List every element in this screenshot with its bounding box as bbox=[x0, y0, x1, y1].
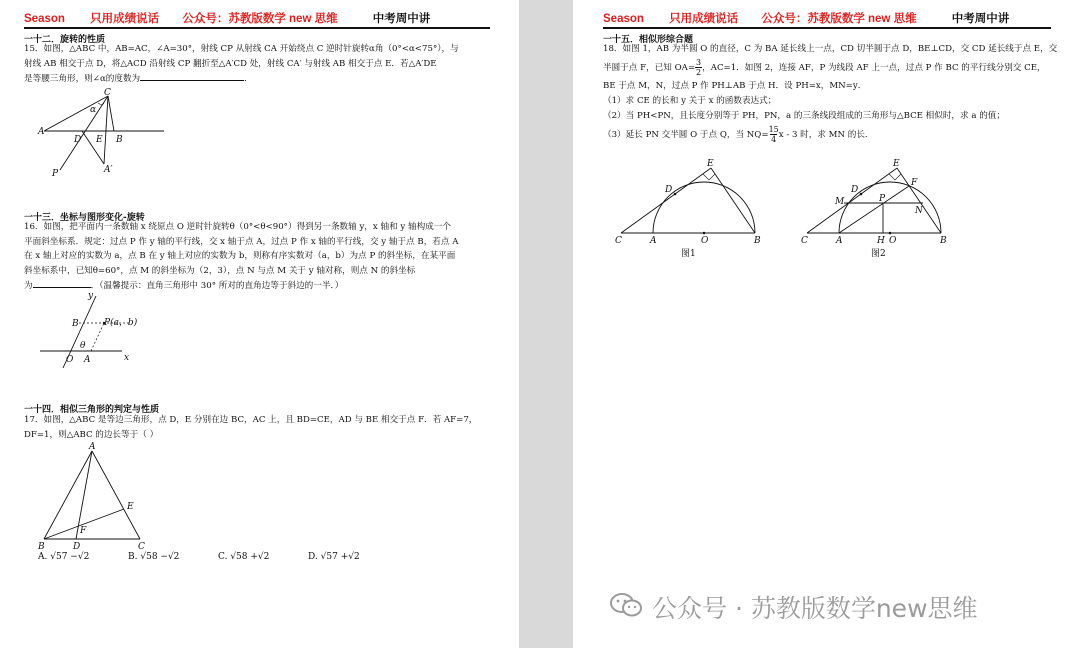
right-page bbox=[573, 0, 1080, 648]
fig16-label-a: A bbox=[84, 355, 91, 365]
problem-18-line-2a: 半圆于点 F，已知 OA= bbox=[603, 63, 696, 73]
header-right bbox=[603, 10, 1009, 26]
problem-17-line-1: 17．如图，△ABC 是等边三角形，点 D，E 分别在边 BC，AC 上，且 BD=CE，AD 与 BE 相交于点 F．若 AF=7， bbox=[24, 415, 478, 425]
header-account-right: 公众号：苏教版数学 new 思维 bbox=[761, 13, 917, 25]
fig16-label-x: x bbox=[124, 353, 130, 363]
fig15-label-d: D bbox=[74, 135, 82, 145]
fig18-2-label-c: C bbox=[801, 236, 808, 246]
problem-16-tail: ．（温馨提示：直角三角形中 30° 所对的直角边等于斜边的一半．） bbox=[90, 281, 344, 291]
fig15-label-c: C bbox=[104, 88, 111, 98]
problem-18-line-3: BE 于点 M，N，过点 P 作 PH⊥AB 于点 H．设 PH=x，MN=y． bbox=[603, 81, 867, 91]
option-d bbox=[308, 552, 360, 562]
fraction-nq-den: 4 bbox=[771, 135, 777, 144]
figure-18-2-caption: 图2 bbox=[871, 249, 886, 259]
option-c-label: C. bbox=[218, 552, 228, 562]
problem-18-text bbox=[603, 42, 1057, 146]
option-c bbox=[218, 552, 269, 562]
problem-15-end: ． bbox=[244, 74, 253, 84]
header-left bbox=[24, 10, 430, 26]
problem-15-line-3: 是等腰三角形，则∠α的度数为 bbox=[24, 74, 141, 84]
fraction-nq bbox=[769, 125, 779, 144]
fig17-label-d: D bbox=[73, 542, 81, 552]
fig16-label-y: y bbox=[88, 291, 94, 301]
fig18-1-label-e: E bbox=[707, 159, 714, 169]
header-slogan: 只用成绩说话 bbox=[90, 13, 160, 25]
problem-18-line-2b: ，AC=1．如图 2，连接 AF，P 为线段 AF 上一点，过点 P 作 BC 的平行线分别交 CE， bbox=[702, 63, 1046, 73]
header-rule bbox=[24, 27, 490, 29]
fig18-2-label-h: H bbox=[877, 236, 885, 246]
figure-17 bbox=[36, 443, 166, 553]
header-series-right: 中考周中讲 bbox=[951, 13, 1010, 25]
figure-18-2 bbox=[801, 158, 961, 258]
problem-17-text bbox=[24, 413, 477, 442]
fig18-1-label-b: B bbox=[754, 236, 761, 246]
problem-18-line-1: 18．如图 1，AB 为半圆 O 的直径，C 为 BA 延长线上一点，CD 切半圆于点 D，BE⊥CD，交 CD 延长线于点 E，交 bbox=[603, 44, 1058, 54]
header-series: 中考周中讲 bbox=[372, 13, 431, 25]
fraction-oa-den: 2 bbox=[696, 68, 702, 77]
fig17-label-b: B bbox=[38, 542, 45, 552]
section-title-15: 一十五．相似形综合题 bbox=[603, 35, 694, 45]
fig16-label-b: B bbox=[72, 319, 79, 329]
problem-15-line-1: 15．如图，△ABC 中，AB=AC，∠A=30°，射线 CP 从射线 CA 开始绕点 C 逆时针旋转α角（0°<α<75°），与 bbox=[24, 44, 459, 54]
option-a-expr: √57 −√2 bbox=[50, 552, 90, 562]
option-b-label: B. bbox=[128, 552, 138, 562]
fig18-2-label-n: N bbox=[915, 206, 923, 216]
problem-18-q3a: （3）延长 PN 交半圆 O 于点 Q，当 NQ= bbox=[603, 130, 769, 140]
option-d-expr: √57 +√2 bbox=[320, 552, 360, 562]
fig18-2-label-d: D bbox=[851, 185, 859, 195]
problem-16-line-4: 斜坐标系中，已知θ=60°，点 M 的斜坐标为（2，3），点 N 与点 M 关于 y 轴对称，则点 N 的斜坐标 bbox=[24, 265, 416, 276]
problem-18-q1: （1）求 CE 的长和 y 关于 x 的函数表达式； bbox=[603, 96, 777, 106]
fig17-label-f: F bbox=[80, 526, 87, 536]
fig18-2-label-e: E bbox=[893, 159, 900, 169]
left-page bbox=[0, 0, 519, 648]
fig18-2-label-m: M bbox=[835, 197, 845, 207]
figure-18-1-caption: 图1 bbox=[681, 249, 696, 259]
fig15-label-p: P bbox=[52, 169, 59, 179]
problem-18-q3b: x - 3 时，求 MN 的长． bbox=[778, 130, 874, 140]
fraction-oa-num: 3 bbox=[696, 58, 702, 67]
header-slogan-right: 只用成绩说话 bbox=[669, 13, 739, 25]
problem-15-text bbox=[24, 42, 459, 87]
header-rule-right bbox=[603, 27, 1051, 29]
figure-18-1 bbox=[615, 158, 775, 258]
section-title-12: 一十二．旋转的性质 bbox=[24, 35, 106, 45]
option-a bbox=[38, 552, 89, 562]
option-d-label: D. bbox=[308, 552, 318, 562]
fig15-label-a: A bbox=[38, 127, 45, 137]
fig18-1-label-a: A bbox=[650, 236, 657, 246]
problem-17-line-2: DF=1，则△ABC 的边长等于（ ） bbox=[24, 429, 159, 440]
fig18-2-label-f: F bbox=[911, 178, 918, 188]
problem-16-line-1: 16．如图，把平面内一条数轴 x 绕原点 O 逆时针旋转θ（0°<θ<90°）得到另一条数轴 y，x 轴和 y 轴构成一个 bbox=[24, 222, 451, 232]
answer-blank-16 bbox=[33, 278, 91, 288]
section-title-13: 一十三．坐标与图形变化-旋转 bbox=[24, 213, 145, 223]
fig18-2-label-a: A bbox=[836, 236, 843, 246]
fig18-1-label-d: D bbox=[665, 185, 673, 195]
fig16-label-p: P(a，b) bbox=[104, 318, 138, 328]
fig17-label-a: A bbox=[89, 442, 96, 452]
watermark-text: 公众号 · 苏教版数学new思维 bbox=[652, 594, 978, 623]
problem-16-text bbox=[24, 220, 458, 294]
fig15-label-a-prime: A′ bbox=[104, 165, 113, 175]
problem-18-q2: （2）当 PH<PN，且长度分别等于 PH，PN，a 的三条线段组成的三角形与△BCE 相似时，求 a 的值； bbox=[603, 111, 1005, 121]
fig16-label-o: O bbox=[66, 355, 74, 365]
fig16-label-theta: θ bbox=[80, 341, 86, 351]
fig18-1-label-c: C bbox=[615, 236, 622, 246]
fraction-nq-num: 15 bbox=[768, 125, 779, 134]
fig15-label-b: B bbox=[116, 135, 123, 145]
answer-blank-15 bbox=[140, 71, 244, 81]
option-c-expr: √58 +√2 bbox=[230, 552, 270, 562]
fig18-2-label-b: B bbox=[940, 236, 947, 246]
problem-16-line-2: 平面斜坐标系．规定：过点 P 作 y 轴的平行线，交 x 轴于点 A，过点 P 作 x 轴的平行线，交 y 轴于点 B，若点 A bbox=[24, 236, 459, 247]
header-season-right: Season bbox=[603, 13, 644, 25]
section-title-14: 一十四．相似三角形的判定与性质 bbox=[24, 405, 160, 415]
option-a-label: A. bbox=[38, 552, 48, 562]
option-b-expr: √58 −√2 bbox=[140, 552, 180, 562]
problem-16-line-3: 在 x 轴上对应的实数为 a，点 B 在 y 轴上对应的实数为 b，则称有序实数对（a，b）为点 P 的斜坐标，在某平面 bbox=[24, 251, 456, 261]
figure-15 bbox=[36, 90, 196, 180]
fig15-label-e: E bbox=[96, 135, 103, 145]
fig18-2-label-p: P bbox=[879, 194, 886, 204]
fig18-1-label-o: O bbox=[701, 236, 709, 246]
wechat-icon bbox=[610, 592, 644, 618]
figure-16 bbox=[36, 290, 146, 370]
problem-15-line-2: 射线 AB 相交于点 D，将△ACD 沿射线 CP 翻折至△A′CD 处，射线 CA′ 与射线 AB 相交于点 E．若△A′DE bbox=[24, 58, 437, 69]
header-account: 公众号：苏教版数学 new 思维 bbox=[182, 13, 338, 25]
problem-16-line-5: 为 bbox=[24, 281, 33, 291]
fig15-label-alpha: α bbox=[90, 105, 97, 115]
fig17-label-c: C bbox=[138, 542, 145, 552]
fig17-label-e: E bbox=[127, 502, 134, 512]
fig18-2-label-o: O bbox=[889, 236, 897, 246]
header-season: Season bbox=[24, 13, 65, 25]
option-b bbox=[128, 552, 179, 562]
